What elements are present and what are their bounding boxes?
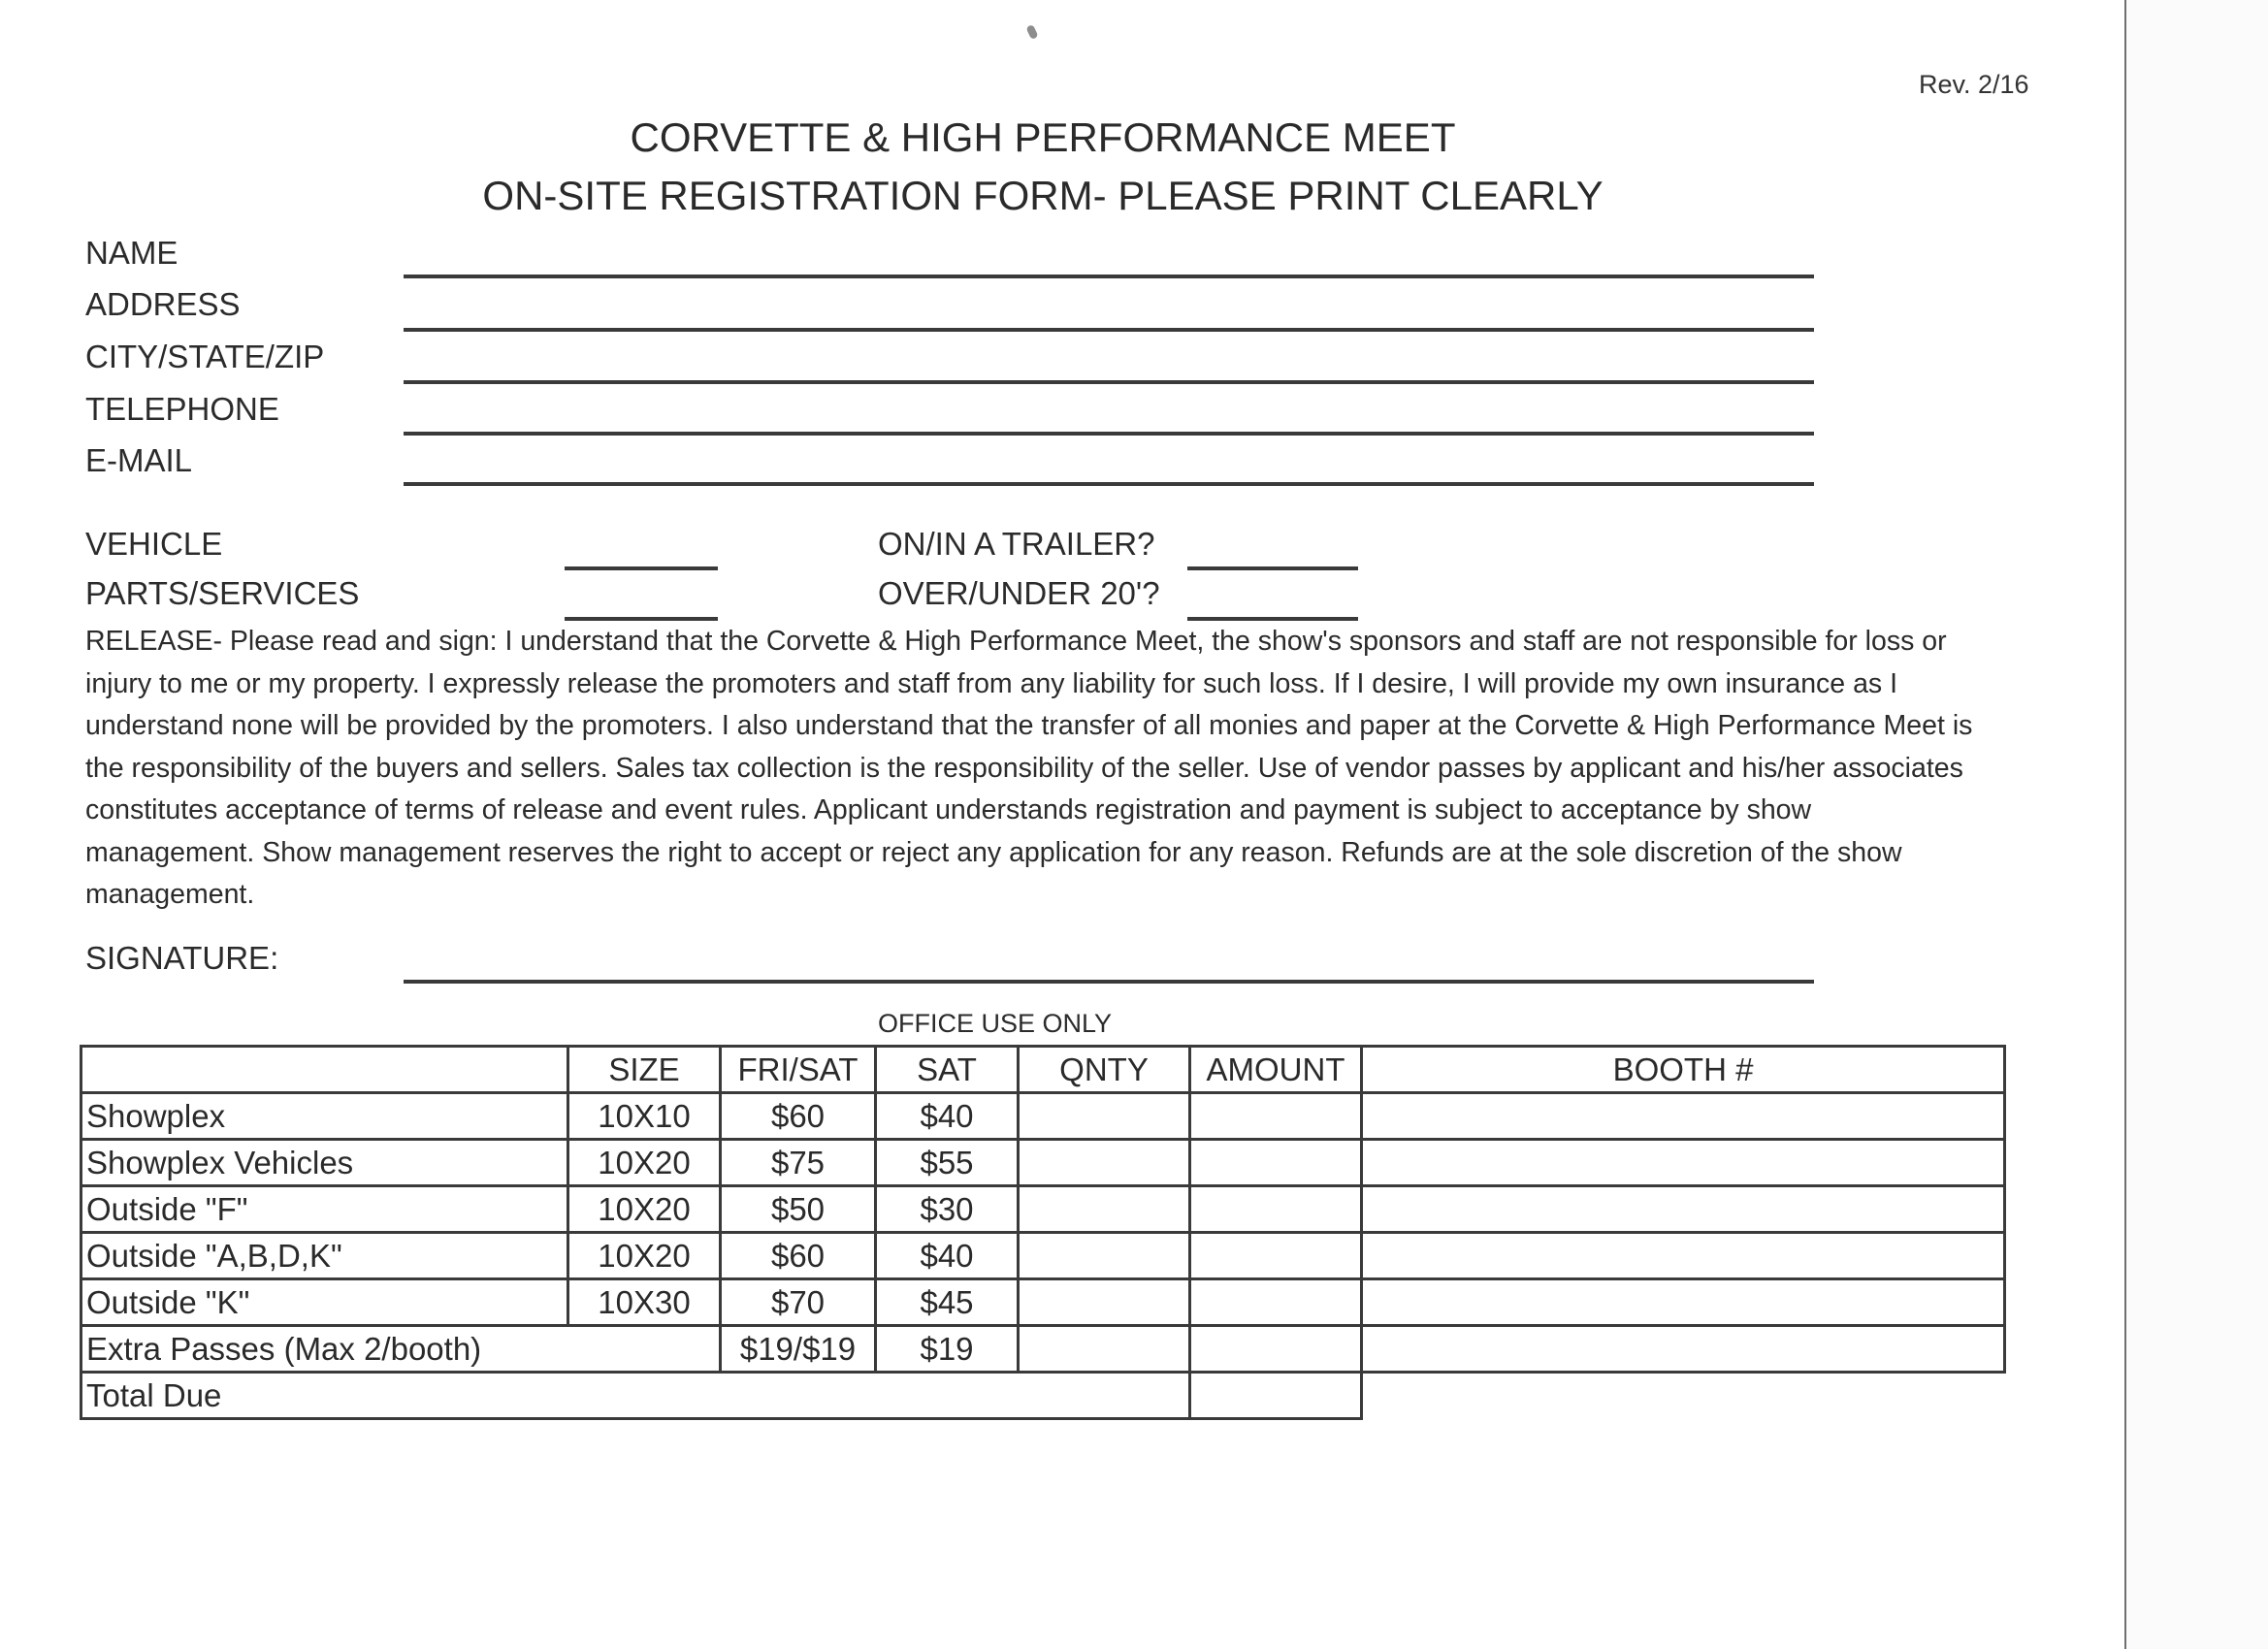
row-sat-price: $45 bbox=[876, 1279, 1019, 1326]
address-label: ADDRESS bbox=[85, 286, 241, 322]
header-item bbox=[81, 1047, 568, 1093]
row-fri-sat-price: $70 bbox=[721, 1279, 876, 1326]
row-booth-cell[interactable] bbox=[1362, 1140, 2005, 1186]
row-qnty-cell[interactable] bbox=[1019, 1140, 1190, 1186]
city-state-zip-field-line[interactable] bbox=[404, 380, 1814, 384]
row-size: 10X20 bbox=[568, 1233, 721, 1279]
row-amount-cell[interactable] bbox=[1190, 1233, 1362, 1279]
header-sat: SAT bbox=[876, 1047, 1019, 1093]
row-sat-price: $55 bbox=[876, 1140, 1019, 1186]
row-sat-price: $40 bbox=[876, 1233, 1019, 1279]
empty-cell bbox=[1362, 1373, 2005, 1419]
row-size: 10X10 bbox=[568, 1093, 721, 1140]
row-fri-sat-price: $50 bbox=[721, 1186, 876, 1233]
row-qnty-cell[interactable] bbox=[1019, 1186, 1190, 1233]
name-label: NAME bbox=[85, 235, 178, 271]
total-due-label: Total Due bbox=[81, 1373, 1190, 1419]
signature-field-line[interactable] bbox=[404, 980, 1814, 984]
trailer-field-line[interactable] bbox=[1187, 566, 1358, 570]
header-fri-sat: FRI/SAT bbox=[721, 1047, 876, 1093]
telephone-field-line[interactable] bbox=[404, 432, 1814, 436]
row-fri-sat-price: $60 bbox=[721, 1093, 876, 1140]
row-amount-cell[interactable] bbox=[1190, 1279, 1362, 1326]
city-state-zip-label: CITY/STATE/ZIP bbox=[85, 339, 325, 374]
row-amount-cell[interactable] bbox=[1190, 1093, 1362, 1140]
extra-passes-qnty-cell[interactable] bbox=[1019, 1326, 1190, 1373]
office-use-label: OFFICE USE ONLY bbox=[878, 1009, 1113, 1038]
row-size: 10X30 bbox=[568, 1279, 721, 1326]
parts-services-label: PARTS/SERVICES bbox=[85, 575, 360, 611]
row-booth-cell[interactable] bbox=[1362, 1093, 2005, 1140]
header-amount: AMOUNT bbox=[1190, 1047, 1362, 1093]
row-qnty-cell[interactable] bbox=[1019, 1093, 1190, 1140]
header-qnty: QNTY bbox=[1019, 1047, 1190, 1093]
row-amount-cell[interactable] bbox=[1190, 1140, 1362, 1186]
table-row bbox=[81, 1233, 2005, 1279]
row-size: 10X20 bbox=[568, 1186, 721, 1233]
page-edge-strip bbox=[2124, 0, 2268, 1649]
row-booth-cell[interactable] bbox=[1362, 1279, 2005, 1326]
signature-label: SIGNATURE: bbox=[85, 940, 279, 976]
row-item: Outside "F" bbox=[81, 1186, 568, 1233]
extra-passes-sat-price: $19 bbox=[876, 1326, 1019, 1373]
table-row bbox=[81, 1186, 2005, 1233]
row-item: Outside "K" bbox=[81, 1279, 568, 1326]
name-field-line[interactable] bbox=[404, 275, 1814, 278]
extra-passes-amount-cell[interactable] bbox=[1190, 1326, 1362, 1373]
vehicle-field-line[interactable] bbox=[565, 566, 718, 570]
release-paragraph: RELEASE- Please read and sign: I understand that the Corvette & High Performance Meet, the show's sponsors and staff are not responsible for loss or injury to me or my property. I expressly release the promoters and staff from any liability for such loss. If I desire, I will provide my own insurance as I understand none will be provided by the promoters. I also understand that the transfer of all monies and paper at the Corvette & High Performance Meet is the responsibility of the buyers and sellers. Sales tax collection is the responsibility of the seller. Use of vendor passes by applicant and his/her associates constitutes acceptance of terms of release and event rules. Applicant understands registration and payment is subject to acceptance by show management. Show management reserves the right to accept or reject any application for any reason. Refunds are at the sole discretion of the show management. bbox=[85, 626, 1973, 910]
scan-speck bbox=[1025, 24, 1038, 40]
email-label: E-MAIL bbox=[85, 442, 193, 478]
form-subtitle: ON-SITE REGISTRATION FORM- PLEASE PRINT CLEARLY bbox=[482, 173, 1604, 218]
row-item: Showplex bbox=[81, 1093, 568, 1140]
row-item: Outside "A,B,D,K" bbox=[81, 1233, 568, 1279]
over-under-label: OVER/UNDER 20'? bbox=[878, 575, 1160, 611]
table-header-row bbox=[81, 1047, 2005, 1093]
table-row bbox=[81, 1140, 2005, 1186]
row-booth-cell[interactable] bbox=[1362, 1186, 2005, 1233]
address-field-line[interactable] bbox=[404, 328, 1814, 332]
telephone-label: TELEPHONE bbox=[85, 391, 279, 427]
header-booth: BOOTH # bbox=[1362, 1047, 2005, 1093]
row-item: Showplex Vehicles bbox=[81, 1140, 568, 1186]
row-sat-price: $40 bbox=[876, 1093, 1019, 1140]
table-row bbox=[81, 1093, 2005, 1140]
row-size: 10X20 bbox=[568, 1140, 721, 1186]
extra-passes-fri-sat-price: $19/$19 bbox=[721, 1326, 876, 1373]
total-due-row bbox=[81, 1373, 2005, 1419]
total-due-amount-cell[interactable] bbox=[1190, 1373, 1362, 1419]
revision-label: Rev. 2/16 bbox=[1919, 70, 2029, 99]
row-booth-cell[interactable] bbox=[1362, 1233, 2005, 1279]
row-sat-price: $30 bbox=[876, 1186, 1019, 1233]
row-amount-cell[interactable] bbox=[1190, 1186, 1362, 1233]
row-fri-sat-price: $60 bbox=[721, 1233, 876, 1279]
row-fri-sat-price: $75 bbox=[721, 1140, 876, 1186]
trailer-label: ON/IN A TRAILER? bbox=[878, 526, 1155, 562]
table-row bbox=[81, 1279, 2005, 1326]
fee-table bbox=[80, 1045, 2006, 1420]
email-field-line[interactable] bbox=[404, 482, 1814, 486]
row-qnty-cell[interactable] bbox=[1019, 1233, 1190, 1279]
form-title: CORVETTE & HIGH PERFORMANCE MEET bbox=[630, 114, 1456, 160]
header-size: SIZE bbox=[568, 1047, 721, 1093]
extra-passes-label: Extra Passes (Max 2/booth) bbox=[81, 1326, 721, 1373]
extra-passes-row bbox=[81, 1326, 2005, 1373]
vehicle-label: VEHICLE bbox=[85, 526, 223, 562]
extra-passes-booth-cell[interactable] bbox=[1362, 1326, 2005, 1373]
row-qnty-cell[interactable] bbox=[1019, 1279, 1190, 1326]
